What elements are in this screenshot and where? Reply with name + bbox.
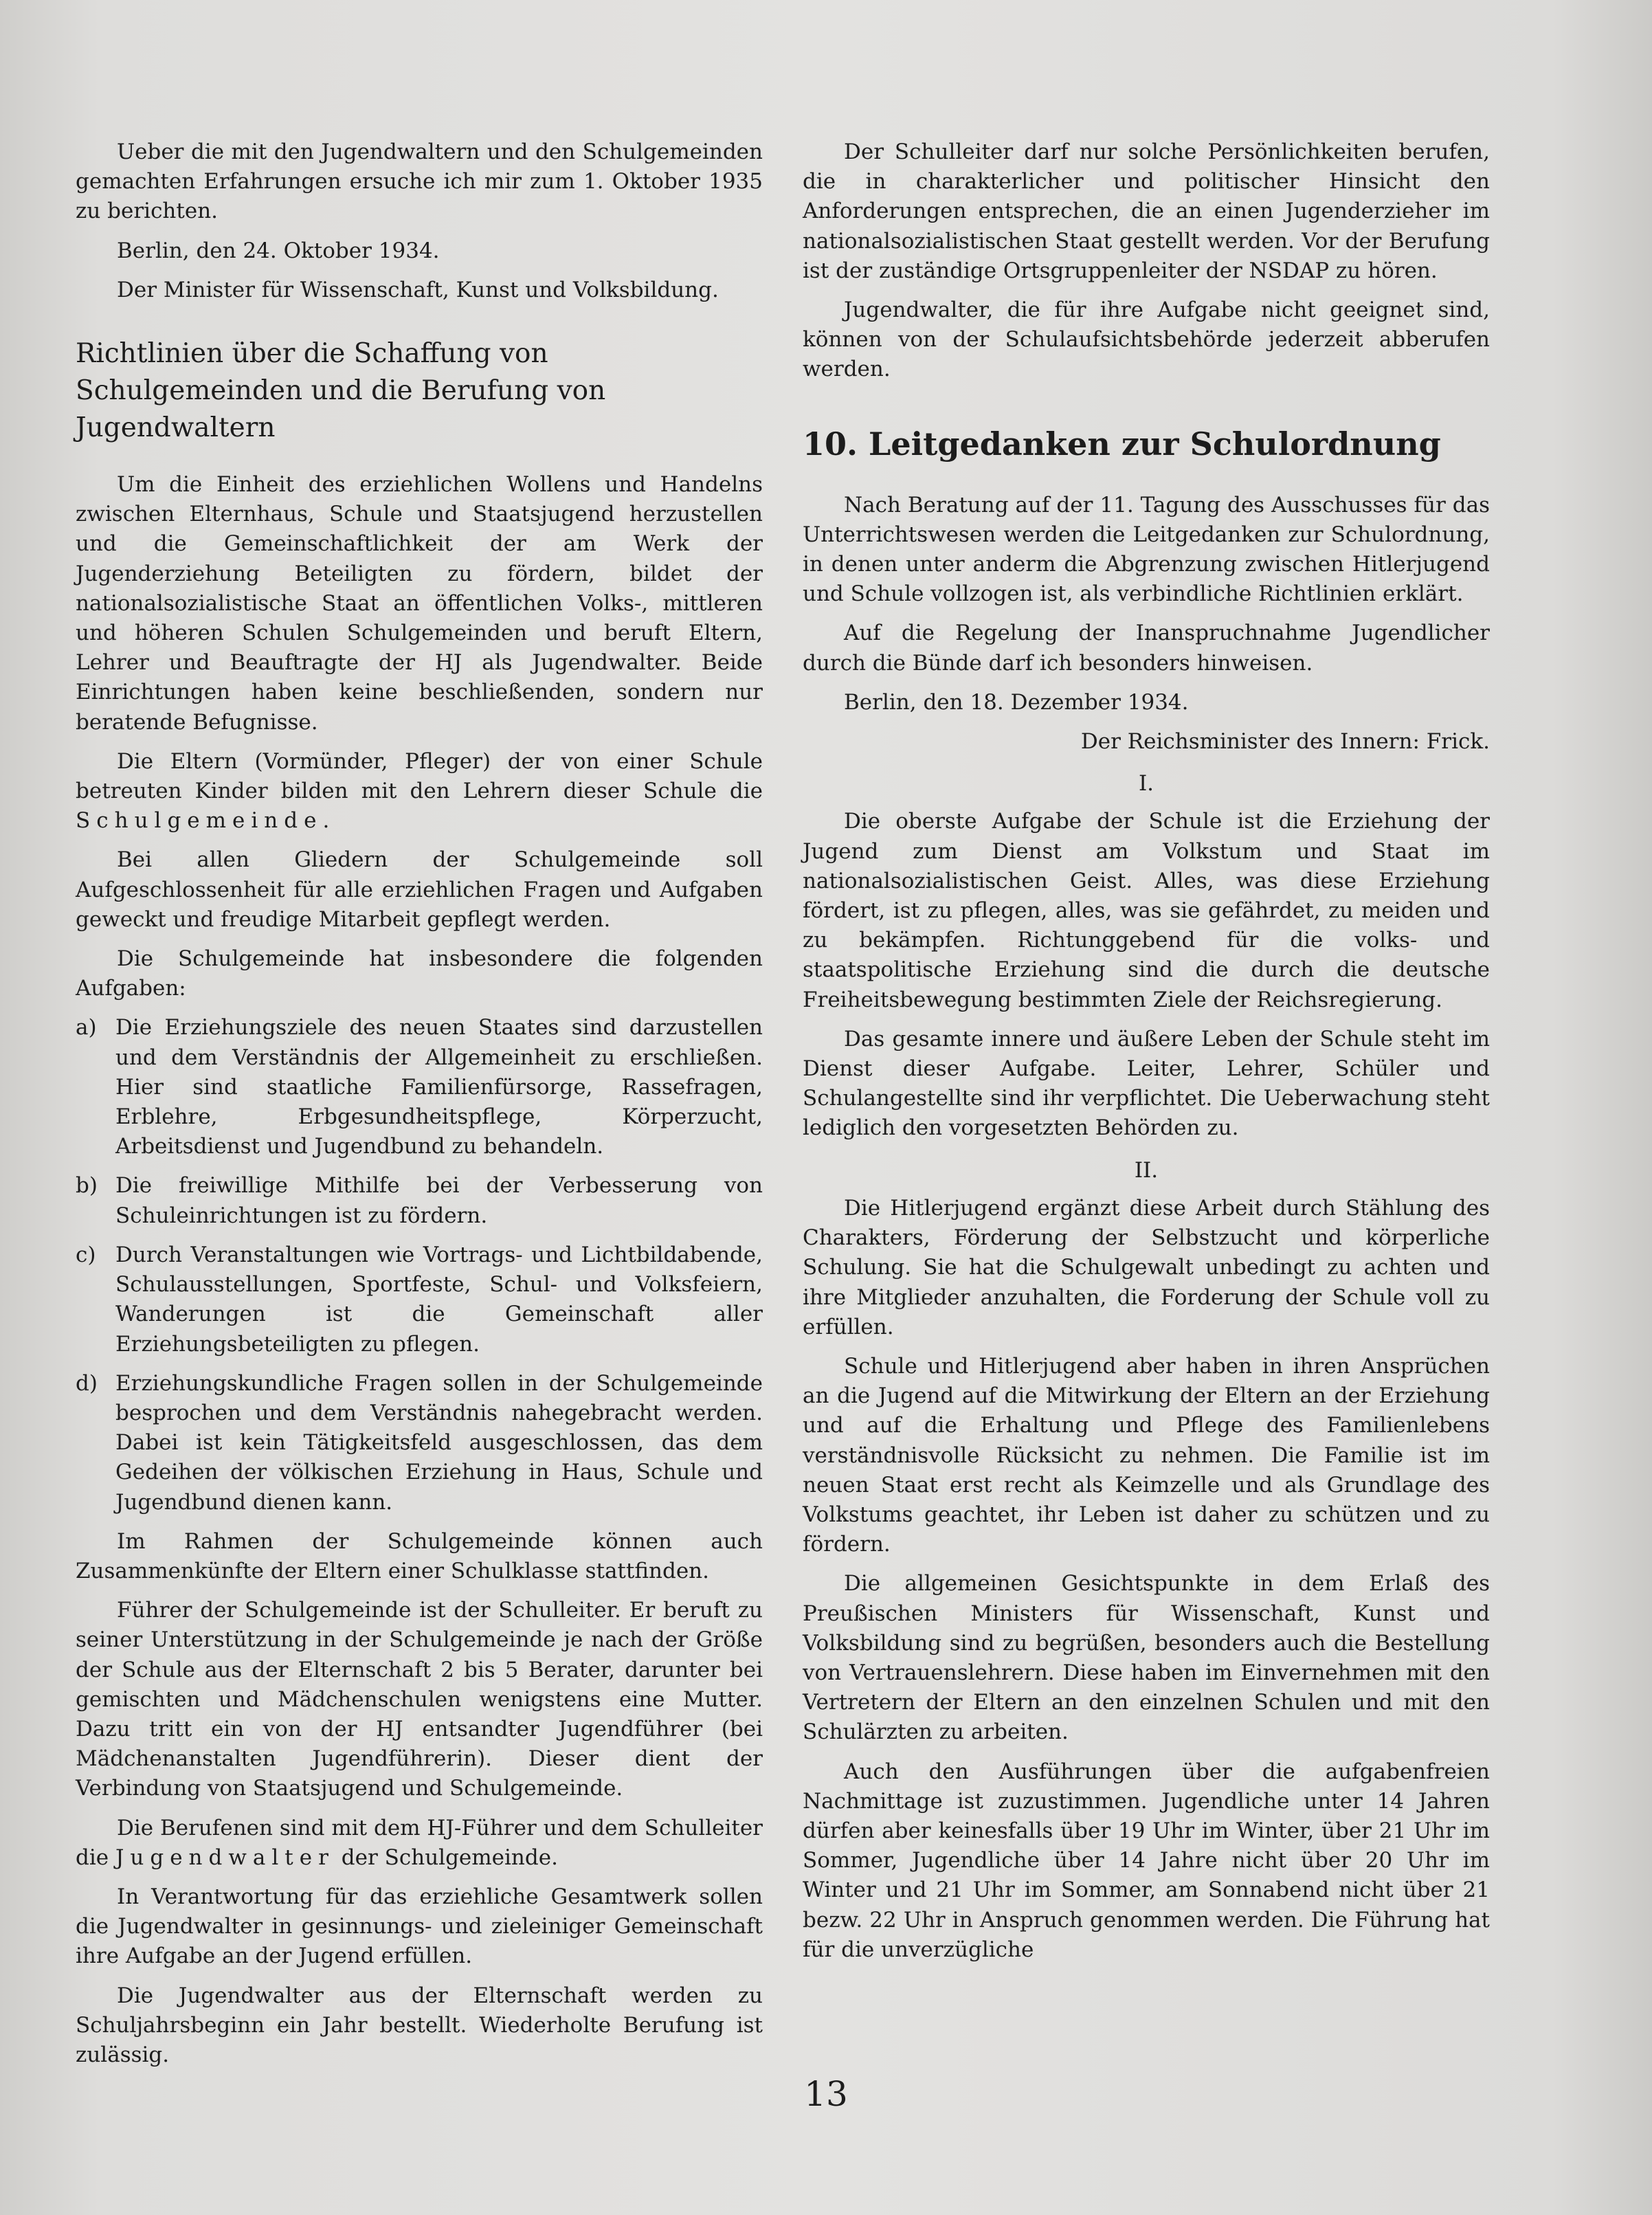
minister-signature: Der Minister für Wissenschaft, Kunst und Volksbildung.: [117, 277, 719, 302]
paragraph: Bei allen Gliedern der Schulgemeinde soll Aufgeschlossenheit für alle erziehlichen Fragen und Aufgaben geweckt und freudige Mitarbeit gepflegt werden.: [76, 847, 763, 932]
right-column: [803, 137, 1490, 1965]
list-item: [76, 1171, 763, 1230]
date-line: Berlin, den 24. Oktober 1934.: [117, 238, 440, 263]
text: Die Berufenen sind mit dem HJ-Führer und dem Schulleiter die: [76, 1815, 763, 1870]
paragraph: Jugendwalter, die für ihre Aufgabe nicht geeignet sind, können von der Schulaufsichtsbehörde jederzeit abberufen werden.: [803, 298, 1490, 382]
paragraph: Die Schulgemeinde hat insbesondere die folgenden Aufgaben:: [76, 946, 763, 1001]
guidelines-heading: Richtlinien über die Schaffung von Schulgemeinden und die Berufung von Jugendwaltern: [76, 338, 606, 444]
list-text: Die freiwillige Mithilfe bei der Verbesserung von Schuleinrichtungen ist zu fördern.: [115, 1173, 763, 1228]
section-heading: 10. Leitgedanken zur Schulordnung: [803, 425, 1441, 463]
paragraph: Auf die Regelung der Inanspruchnahme Jugendlicher durch die Bünde darf ich besonders hinweisen.: [803, 621, 1490, 676]
list-marker: a): [76, 1015, 97, 1040]
minister-signature: Der Reichsminister des Innern: Frick.: [1080, 729, 1490, 755]
list-marker: b): [76, 1173, 98, 1199]
paragraph: [76, 1814, 763, 1873]
text: der Schulgemeinde.: [334, 1845, 558, 1870]
paragraph: Im Rahmen der Schulgemeinde können auch Zusammenkünfte der Eltern einer Schulklasse stattfinden.: [76, 1528, 763, 1583]
paragraph: Die allgemeinen Gesichtspunkte in dem Erlaß des Preußischen Ministers für Wissenschaft, Kunst und Volksbildung sind zu begrüßen, besonders auch die Bestellung von Vertrauenslehrern. Diese haben im Einvernehmen mit den Vertretern der Eltern an den einzelnen Schulen und mit den Schulärzten zu arbeiten.: [803, 1571, 1490, 1745]
paragraph: Um die Einheit des erziehlichen Wollens und Handelns zwischen Elternhaus, Schule und Staatsjugend herzustellen und die Gemeinschaftlichkeit der am Werk der Jugenderziehung Beteiligten zu fördern, bildet der nationalsozialistische Staat an öffentlichen Volks-, mittleren und höheren Schulen Schulgemeinden und beruft Eltern, Lehrer und Beauftragte der HJ als Jugendwalter. Beide Einrichtungen haben keine beschließenden, sondern nur beratende Befugnisse.: [76, 472, 763, 735]
list-marker: d): [76, 1370, 98, 1396]
spaced-term: Jugendwalter: [115, 1845, 335, 1870]
list-item: [76, 1013, 763, 1161]
paragraph: Auch den Ausführungen über die aufgabenfreien Nachmittage ist zuzustimmen. Jugendliche unter 14 Jahren dürfen aber keinesfalls über 19 Uhr im Winter, über 21 Uhr im Sommer, Jugendliche über 14 Jahre nicht über 20 Uhr im Winter und 21 Uhr im Sommer, am Sonnabend nicht über 21 bezw. 22 Uhr in Anspruch genommen werden. Die Führung hat für die unverzügliche: [803, 1759, 1490, 1962]
paragraph: Die oberste Aufgabe der Schule ist die Erziehung der Jugend zum Dienst am Volkstum und Staat im nationalsozialistischen Geist. Alles, was diese Erziehung fördert, ist zu pflegen, alles, was sie gefährdet, zu meiden und zu bekämpfen. Richtunggebend für die volks- und staatspolitische Erziehung sind die durch die deutsche Freiheitsbewegung bestimmten Ziele der Reichsregierung.: [803, 809, 1490, 1012]
roman-numeral-heading: II.: [1134, 1157, 1159, 1183]
roman-numeral-heading: I.: [1138, 771, 1154, 797]
paragraph: Der Schulleiter darf nur solche Persönlichkeiten berufen, die in charakterlicher und politischer Hinsicht den Anforderungen entsprechen, die an einen Jugenderzieher im nationalsozialistischen Staat gestellt werden. Vor der Berufung ist der zuständige Ortsgruppenleiter der NSDAP zu hören.: [803, 140, 1490, 283]
text: .: [322, 808, 330, 834]
spaced-term: Schulgemeinde: [76, 808, 323, 834]
paragraph: Schule und Hitlerjugend aber haben in ihren Ansprüchen an die Jugend auf die Mitwirkung der Eltern an der Erziehung und auf die Erhaltung und Pflege des Familienlebens verständnisvolle Rücksicht zu nehmen. Die Familie ist im neuen Staat erst recht als Keimzelle und als Grundlage des Volkstums geachtet, ihr Leben ist daher zu schützen und zu fördern.: [803, 1353, 1490, 1557]
paragraph: In Verantwortung für das erziehliche Gesamtwerk sollen die Jugendwalter in gesinnungs- und zieleiniger Gemeinschaft ihre Aufgabe an der Jugend erfüllen.: [76, 1884, 763, 1969]
paragraph: Führer der Schulgemeinde ist der Schulleiter. Er beruft zu seiner Unterstützung in der Schulgemeinde je nach der Größe der Schule aus der Elternschaft 2 bis 5 Berater, darunter bei gemischten und Mädchenschulen wenigstens eine Mutter. Dazu tritt ein von der HJ entsandter Jugendführer (bei Mädchenanstalten Jugendführerin). Dieser dient der Verbindung von Staatsjugend und Schulgemeinde.: [76, 1598, 763, 1801]
closing-paragraph: Ueber die mit den Jugendwaltern und den Schulgemeinden gemachten Erfahrungen ersuche ich mir zum 1. Oktober 1935 zu berichten.: [76, 140, 763, 224]
date-line: Berlin, den 18. Dezember 1934.: [844, 689, 1189, 715]
paragraph: Nach Beratung auf der 11. Tagung des Ausschusses für das Unterrichtswesen werden die Leitgedanken zur Schulordnung, in denen unter anderm die Abgrenzung zwischen Hitlerjugend und Schule vollzogen ist, als verbindliche Richtlinien erklärt.: [803, 492, 1490, 607]
page-number: 13: [804, 2074, 848, 2114]
paragraph: [76, 747, 763, 836]
paragraph: Das gesamte innere und äußere Leben der Schule steht im Dienst dieser Aufgabe. Leiter, Lehrer, Schüler und Schulangestellte sind ihr verpflichtet. Die Ueberwachung steht lediglich den vorgesetzten Behörden zu.: [803, 1026, 1490, 1141]
list-text: Erziehungskundliche Fragen sollen in der Schulgemeinde besprochen und dem Verständnis nahegebracht werden. Dabei ist kein Tätigkeitsfeld ausgeschlossen, das dem Gedeihen der völkischen Erziehung in Haus, Schule und Jugendbund dienen kann.: [115, 1370, 763, 1515]
paragraph: Die Jugendwalter aus der Elternschaft werden zu Schuljahrsbeginn ein Jahr bestellt. Wiederholte Berufung ist zulässig.: [76, 1983, 763, 2067]
text: Die Eltern (Vormünder, Pfleger) der von einer Schule betreuten Kinder bilden mit den Lehrern dieser Schule die: [76, 748, 763, 804]
paragraph: Die Hitlerjugend ergänzt diese Arbeit durch Stählung des Charakters, Förderung der Selbstzucht und körperliche Schulung. Sie hat die Schulgewalt unbedingt zu achten und ihre Mitglieder anzuhalten, die Forderung der Schule voll zu erfüllen.: [803, 1195, 1490, 1339]
list-text: Die Erziehungsziele des neuen Staates sind darzustellen und dem Verständnis der Allgemeinheit zu erschließen. Hier sind staatliche Familienfürsorge, Rassefragen, Erblehre, Erbgesundheitspflege, Körperzucht, Arbeitsdienst und Jugendbund zu behandeln.: [115, 1015, 763, 1159]
list-text: Durch Veranstaltungen wie Vortrags- und Lichtbildabende, Schulausstellungen, Sportfeste, Schul- und Volksfeiern, Wanderungen ist die Gemeinschaft aller Erziehungsbeteiligten zu pflegen.: [115, 1242, 763, 1357]
list-item: [76, 1369, 763, 1517]
left-column: [76, 137, 763, 2070]
list-marker: c): [76, 1242, 96, 1267]
list-item: [76, 1240, 763, 1359]
